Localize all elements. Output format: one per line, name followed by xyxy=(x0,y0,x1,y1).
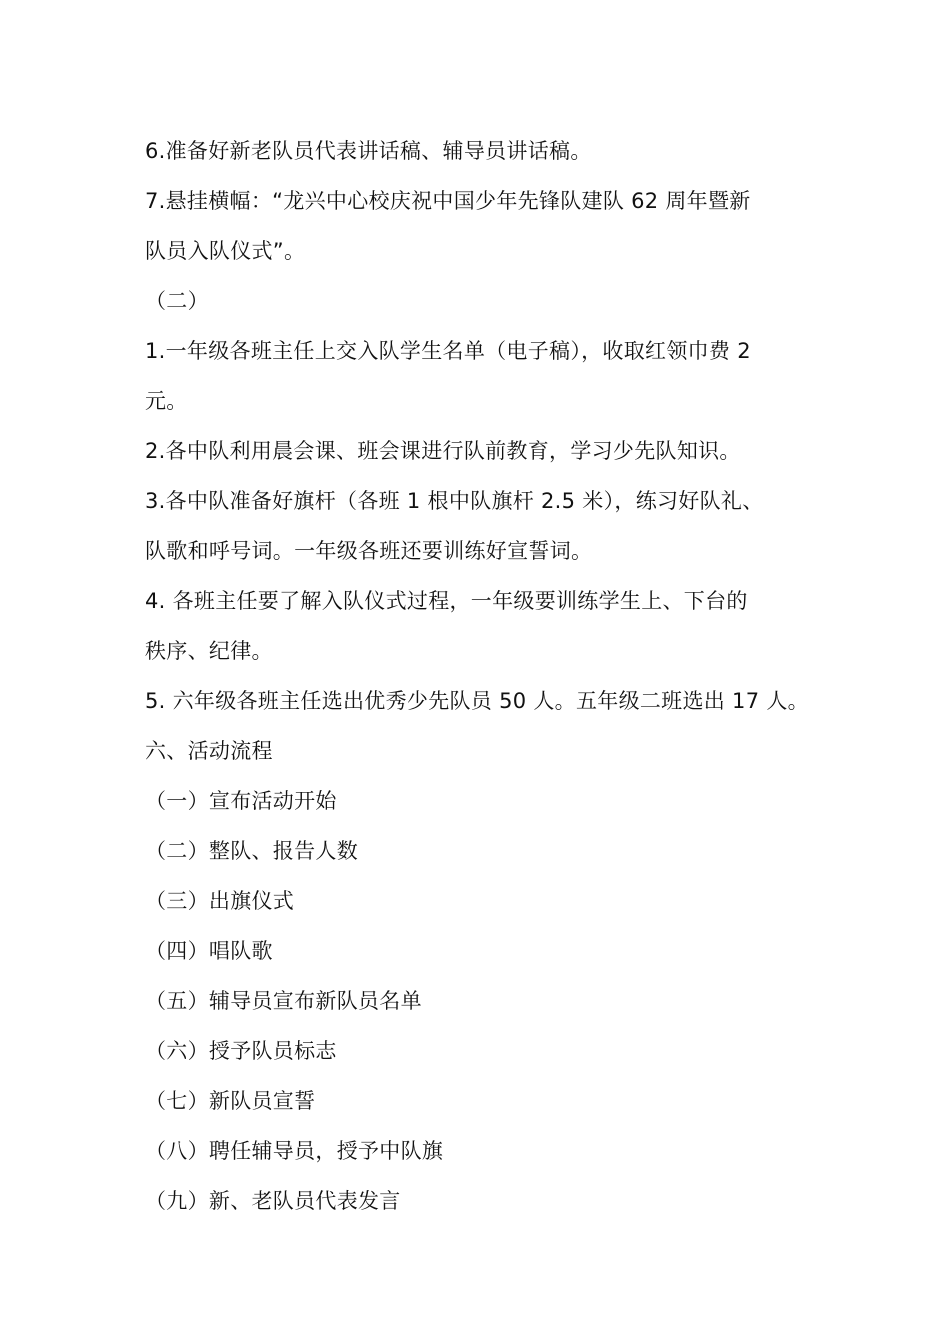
list-item: （三）出旗仪式 xyxy=(145,889,295,913)
text-line: 7.悬挂横幅：“龙兴中心校庆祝中国少年先锋队建队 62 周年暨新 xyxy=(145,189,751,213)
text-line: 2.各中队利用晨会课、班会课进行队前教育，学习少先队知识。 xyxy=(145,439,741,463)
text-line: 队员入队仪式”。 xyxy=(145,239,306,263)
text-line: 3.各中队准备好旗杆（各班 1 根中队旗杆 2.5 米），练习好队礼、 xyxy=(145,489,764,513)
list-item: （七）新队员宣誓 xyxy=(145,1089,316,1113)
section-heading: 六、活动流程 xyxy=(145,739,273,763)
text-line: 队歌和呼号词。一年级各班还要训练好宣誓词。 xyxy=(145,539,593,563)
text-line: 5. 六年级各班主任选出优秀少先队员 50 人。五年级二班选出 17 人。 xyxy=(145,689,809,713)
list-item: （四）唱队歌 xyxy=(145,939,273,963)
text-line: 秩序、纪律。 xyxy=(145,639,273,663)
section-heading: （二） xyxy=(145,289,209,313)
text-line: 1.一年级各班主任上交入队学生名单（电子稿），收取红领巾费 2 xyxy=(145,339,751,363)
list-item: （二）整队、报告人数 xyxy=(145,839,358,863)
list-item: （五）辅导员宣布新队员名单 xyxy=(145,989,422,1013)
text-line: 6.准备好新老队员代表讲话稿、辅导员讲话稿。 xyxy=(145,139,592,163)
text-line: 元。 xyxy=(145,389,188,413)
list-item: （八）聘任辅导员，授予中队旗 xyxy=(145,1139,444,1163)
list-item: （六）授予队员标志 xyxy=(145,1039,337,1063)
list-item: （九）新、老队员代表发言 xyxy=(145,1189,401,1213)
text-line: 4. 各班主任要了解入队仪式过程，一年级要训练学生上、下台的 xyxy=(145,589,748,613)
list-item: （一）宣布活动开始 xyxy=(145,789,337,813)
